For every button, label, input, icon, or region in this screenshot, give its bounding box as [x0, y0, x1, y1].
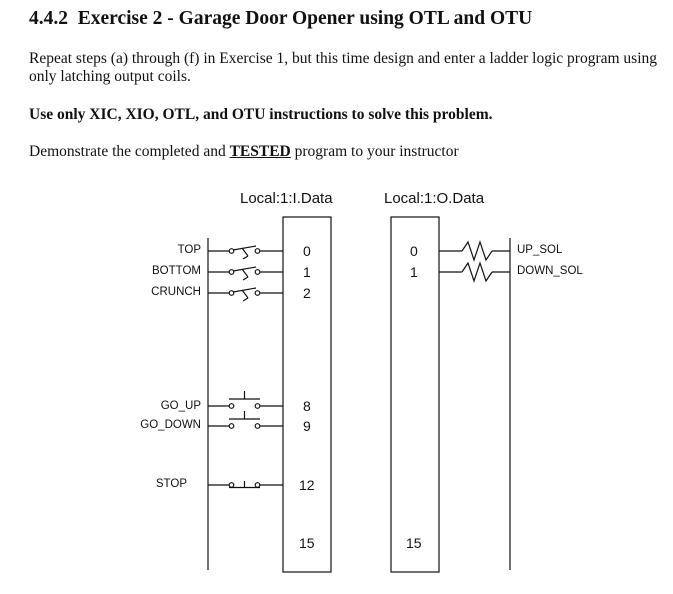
go-down-pushbutton-icon — [208, 411, 283, 428]
input-label-top: TOP — [177, 244, 201, 256]
input-terminal-1: 1 — [303, 264, 311, 280]
input-label-go-up: GO_UP — [160, 400, 201, 412]
output-label-down-sol: DOWN_SOL — [517, 265, 583, 277]
up-sol-solenoid-icon — [439, 242, 510, 260]
tested-emphasis: TESTED — [229, 143, 291, 160]
output-module-title: Local:1:O.Data — [384, 190, 485, 207]
crunch-limit-switch-icon — [208, 288, 283, 301]
input-module-title: Local:1:I.Data — [240, 190, 333, 207]
repeat-paragraph: Repeat steps (a) through (f) in Exercise 1, but this time design and enter a ladder logic program using only latching output coils. — [29, 50, 657, 85]
output-terminal-0: 0 — [410, 243, 418, 259]
section-title: Exercise 2 - Garage Door Opener using OTL and OTU — [77, 8, 533, 29]
output-label-up-sol: UP_SOL — [517, 244, 563, 256]
instruction-paragraph: Use only XIC, XIO, OTL, and OTU instructions to solve this problem. — [29, 106, 493, 123]
input-terminal-9: 9 — [303, 418, 311, 434]
input-label-crunch: CRUNCH — [151, 286, 201, 298]
section-number: 4.4.2 — [29, 8, 68, 29]
bottom-limit-switch-icon — [208, 267, 283, 280]
input-label-go-down: GO_DOWN — [140, 419, 201, 431]
go-up-pushbutton-icon — [208, 391, 283, 408]
stop-pushbutton-icon — [208, 481, 283, 488]
input-terminal-0: 0 — [303, 243, 311, 259]
input-terminal-15: 15 — [299, 535, 315, 551]
input-label-stop: STOP — [155, 478, 187, 490]
input-terminal-2: 2 — [303, 285, 311, 301]
input-terminal-12: 12 — [299, 477, 315, 493]
demonstrate-text-start: Demonstrate the completed and — [29, 143, 230, 160]
down-sol-solenoid-icon — [439, 263, 510, 281]
output-terminal-15: 15 — [406, 535, 422, 551]
input-terminal-8: 8 — [303, 398, 311, 414]
output-terminal-1: 1 — [410, 264, 418, 280]
demonstrate-text-end: program to your instructor — [290, 143, 459, 160]
top-limit-switch-icon — [208, 246, 283, 259]
input-label-bottom: BOTTOM — [152, 265, 201, 277]
